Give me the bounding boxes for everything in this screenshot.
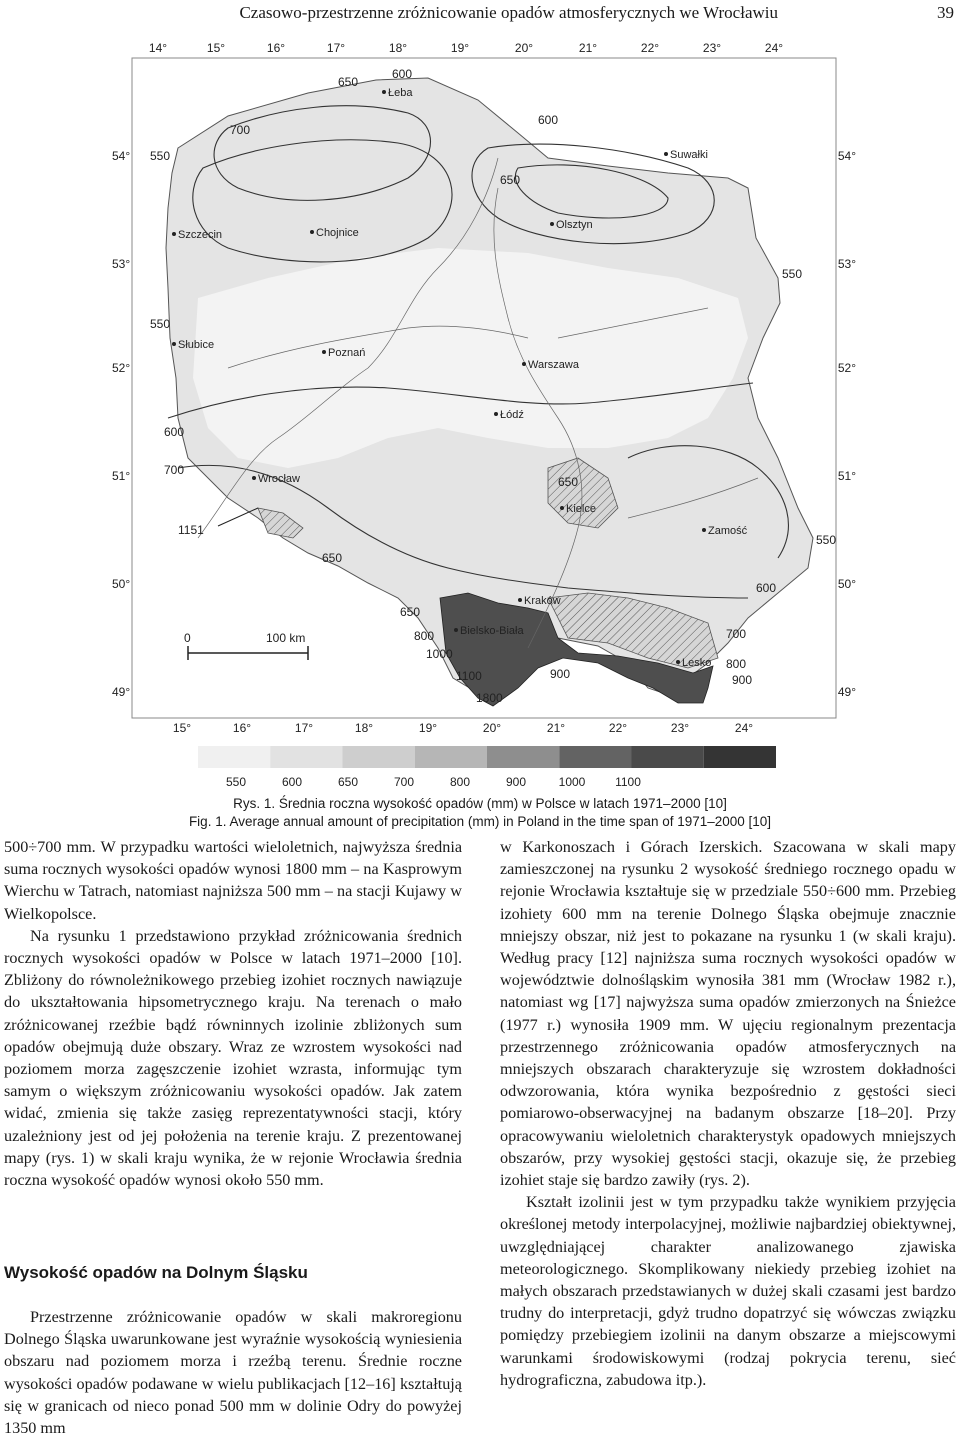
isohyet-label: 1100 [456,669,482,683]
city-label: Lesko [682,657,712,669]
lon-label-top: 14° [148,41,168,55]
lat-label-right: 54° [837,149,856,163]
city-dot [382,90,386,94]
city-dot [550,222,554,226]
latitude-labels-right [838,149,856,699]
lon-label-bottom: 17° [294,721,314,735]
city-label: Bielsko-Biała [460,625,524,637]
legend-label: 700 [393,775,415,789]
isohyet-label: 650 [338,75,359,89]
lat-label-right: 53° [837,257,856,271]
lon-label-bottom: 16° [232,721,252,735]
legend-bars [198,746,776,768]
lon-label-bottom: 22° [608,721,628,735]
lon-label-bottom: 20° [482,721,502,735]
legend-label: 800 [449,775,471,789]
legend-label: 1000 [558,775,586,789]
city-dot [494,412,498,416]
isohyet-label: 650 [322,551,343,565]
city-dot [252,476,256,480]
city-dot [702,528,706,532]
lat-label-left: 50° [112,577,131,591]
isohyet-label: 550 [782,267,803,281]
city-dot [560,506,564,510]
lat-label-right: 49° [837,685,856,699]
isohyet-label: 650 [558,475,579,489]
legend-color-swatch [343,746,415,768]
city-label: Słubice [178,339,215,351]
city-label: Kielce [566,503,596,515]
isohyet-label: 1000 [426,647,453,661]
city-label: Chojnice [316,227,359,239]
city-label: Wrocław [258,473,300,485]
isohyet-label: 600 [164,425,185,439]
scale-zero: 0 [184,631,191,645]
lat-label-left: 53° [112,257,131,271]
city-label: Suwałki [670,149,708,161]
city-label: Łódź [500,409,524,421]
isohyet-label: 800 [726,657,747,671]
lon-label-top: 17° [326,41,346,55]
precipitation-map [108,38,860,738]
latitude-labels-left [112,149,130,699]
isohyet-label: 700 [726,627,747,641]
isohyet-label: 600 [538,113,559,127]
lon-label-top: 22° [640,41,660,55]
city-label: Olsztyn [556,219,593,231]
legend-color-swatch [270,746,342,768]
lat-label-left: 52° [112,361,131,375]
lon-label-bottom: 19° [418,721,438,735]
running-header [0,2,960,28]
isohyet-label: 650 [500,173,521,187]
right-paragraph-2: Kształt izolinii jest w tym przypadku także wynikiem przyjęcia określonej metody interpolacyjnej, możliwie najbardziej obiektywnej, uwzględniającej charakter analizowanego zjawiska meteorologicznego. Skomplikowany niekiedy przebieg izohiet na małych obszarach przedstawianych w dużej skali czasami jest bardzo trudny do interpretacji, gdyż trudno dopatrzyć się wówczas związku pomiędzy przebiegiem izolinii na danym obszarze a miejscowymi warunkami środowiskowymi (rodzaj pokrycia terenu, sieć hydrograficzna, zabudowa itp.). [500,1193,956,1389]
isohyet-label: 700 [164,463,185,477]
left-paragraph-1: 500÷700 mm. W przypadku wartości wieloletnich, najwyższa średnia suma rocznych wysokości opadów wynosi 1800 mm – na Kasprowym Wierchu w Tatrach, natomiast najniższa 500 mm – na stacji Kujawy w Wielkopolsce. [4,838,462,923]
legend-label: 650 [337,775,359,789]
city-dot [172,342,176,346]
isohyet-label: 1800 [476,691,503,705]
city-dot [664,152,668,156]
legend-label: 550 [225,775,247,789]
isohyet-label: 550 [816,533,837,547]
lon-label-top: 21° [578,41,598,55]
right-paragraph-1: w Karkonoszach i Górach Izerskich. Szacowana w skali mapy zamieszczonej na rysunku 2 wysokość średniego rocznego opadu w rejonie Wrocławia kształtuje się w przedziale 550÷600 mm. Przebieg izohiety 600 mm na terenie Dolnego Śląska obejmuje znacznie mniejszy obszar, niż jest to pokazane na rysunku 1 (w skali kraju). Według pracy [12] najniższa suma rocznych wysokości opadów w województwie dolnośląskim wynosiła 381 mm (Wrocław 1982 r.), natomiast wg [17] najwyższa suma opadów zmierzonych na Śnieżce (1977 r.) wynosiła 1909 mm. W ujęciu regionalnym prezentacja przestrzennego zróżnicowania opadów atmosferycznych na mniejszych obszarach charakteryzuje się wzrostem dokładności odwzorowania, która wynika bezpośrednio z gęstości sieci pomiarowo-obserwacyjnej na badanym obszarze [18–20]. Przy opracowywaniu wieloletnich charakterystyk opadowych mniejszych obszarów, przy wysokiej gęstości stacji, okazuje się, że przebieg izohiet staje się bardzo zawiły (rys. 2). [500,838,956,1190]
legend-label: 600 [281,775,303,789]
left-column [4,836,462,1191]
isohyet-label: 550 [150,317,171,331]
lat-label-left: 49° [112,685,131,699]
legend-svg [198,746,776,792]
lon-label-top: 23° [702,41,722,55]
lon-label-bottom: 18° [354,721,374,735]
isohyet-label: 800 [414,629,435,643]
lon-label-top: 18° [388,41,408,55]
page-number: 39 [937,3,954,22]
left-paragraph-2: Na rysunku 1 przedstawiono przykład zróżnicowania średnich rocznych wysokości opadów w Polsce w latach 1971–2000 [10]. Zbliżony do równoleżnikowego przebieg izohiet rocznych nawiązuje do ukształtowania hipsometrycznego kraju. Na terenach o mało zróżnicowanej rzeźbie bądź równinnych izolinie zbliżonych sum opadów obejmują duże obszary. Wraz ze wzrostem wysokości nad poziomem morza zagęszczenie izohiet wzrasta, informując tym samym o większym zróżnicowaniu wysokości opadów. Jak zatem widać, zmienia się także zasięg reprezentatywności stacji, który uzależniony jest od jej położenia na terenie kraju. Z prezentowanej mapy (rys. 1) w skali kraju wynika, że w rejonie Wrocławia średnia roczna wysokość opadów wynosi około 550 mm. [4,926,462,1190]
city-dot [172,232,176,236]
city-label: Zamość [708,525,748,537]
figure-caption-en: Fig. 1. Average annual amount of precipitation (mm) in Poland in the time span of 1971–2000 [10] [188,814,772,829]
running-title: Czasowo-przestrzenne zróżnicowanie opadów atmosferycznych we Wrocławiu [239,3,778,22]
city-label: Warszawa [528,359,579,371]
city-dot [676,660,680,664]
legend-color-swatch [704,746,776,768]
precipitation-legend [198,746,776,792]
lon-label-bottom: 23° [670,721,690,735]
isohyet-label: 550 [150,149,171,163]
isohyet-label: 600 [392,67,413,81]
section-body [4,1306,462,1439]
lat-label-right: 51° [837,469,856,483]
lat-label-left: 51° [112,469,131,483]
isohyet-label: 600 [756,581,777,595]
scale-length: 100 km [266,631,306,645]
city-label: Szczecin [178,229,223,241]
right-column [500,836,956,1391]
legend-label: 900 [505,775,527,789]
lon-label-top: 16° [266,41,286,55]
city-label: Poznań [328,347,366,359]
isohyet-label: 650 [400,605,421,619]
city-dot [322,350,326,354]
legend-color-swatch [632,746,704,768]
legend-color-swatch [415,746,487,768]
city-label: Łeba [388,87,413,99]
longitude-labels-top [149,41,783,55]
legend-color-swatch [198,746,270,768]
lon-label-bottom: 15° [172,721,192,735]
lon-label-top: 24° [764,41,784,55]
city-dot [522,362,526,366]
isohyet-label: 900 [732,673,753,687]
longitude-labels-bottom [173,721,753,735]
legend-color-swatch [487,746,559,768]
isohyet-label: 700 [230,123,251,137]
legend-label: 1100 [615,775,641,789]
lon-label-top: 20° [514,41,534,55]
map-svg [108,38,860,738]
lon-label-bottom: 24° [734,721,754,735]
lat-label-right: 52° [837,361,856,375]
lat-label-left: 54° [112,149,131,163]
section-heading: Wysokość opadów na Dolnym Śląsku [4,1263,308,1282]
lat-label-right: 50° [837,577,856,591]
legend-color-swatch [559,746,631,768]
legend-labels [226,775,641,789]
lon-label-top: 19° [450,41,470,55]
figure-caption-pl: Rys. 1. Średnia roczna wysokość opadów (mm) w Polsce w latach 1971–2000 [10] [233,796,727,811]
lon-label-top: 15° [206,41,226,55]
city-dot [454,628,458,632]
lon-label-bottom: 21° [546,721,566,735]
city-dot [310,230,314,234]
section-paragraph-1: Przestrzenne zróżnicowanie opadów w skali makroregionu Dolnego Śląska uwarunkowane jest wyraźnie wysokością wyniesienia obszaru nad poziomem morza i rzeźbą terenu. Średnie roczne wysokości opadów podawane w wielu publikacjach [12–16] kształtują się w granicach od nieco ponad 500 mm w dolinie Odry do powyżej 1350 mm [4,1308,462,1438]
isohyet-label: 1151 [178,523,204,537]
city-label: Kraków [524,595,561,607]
city-dot [518,598,522,602]
isohyet-label: 900 [550,667,571,681]
